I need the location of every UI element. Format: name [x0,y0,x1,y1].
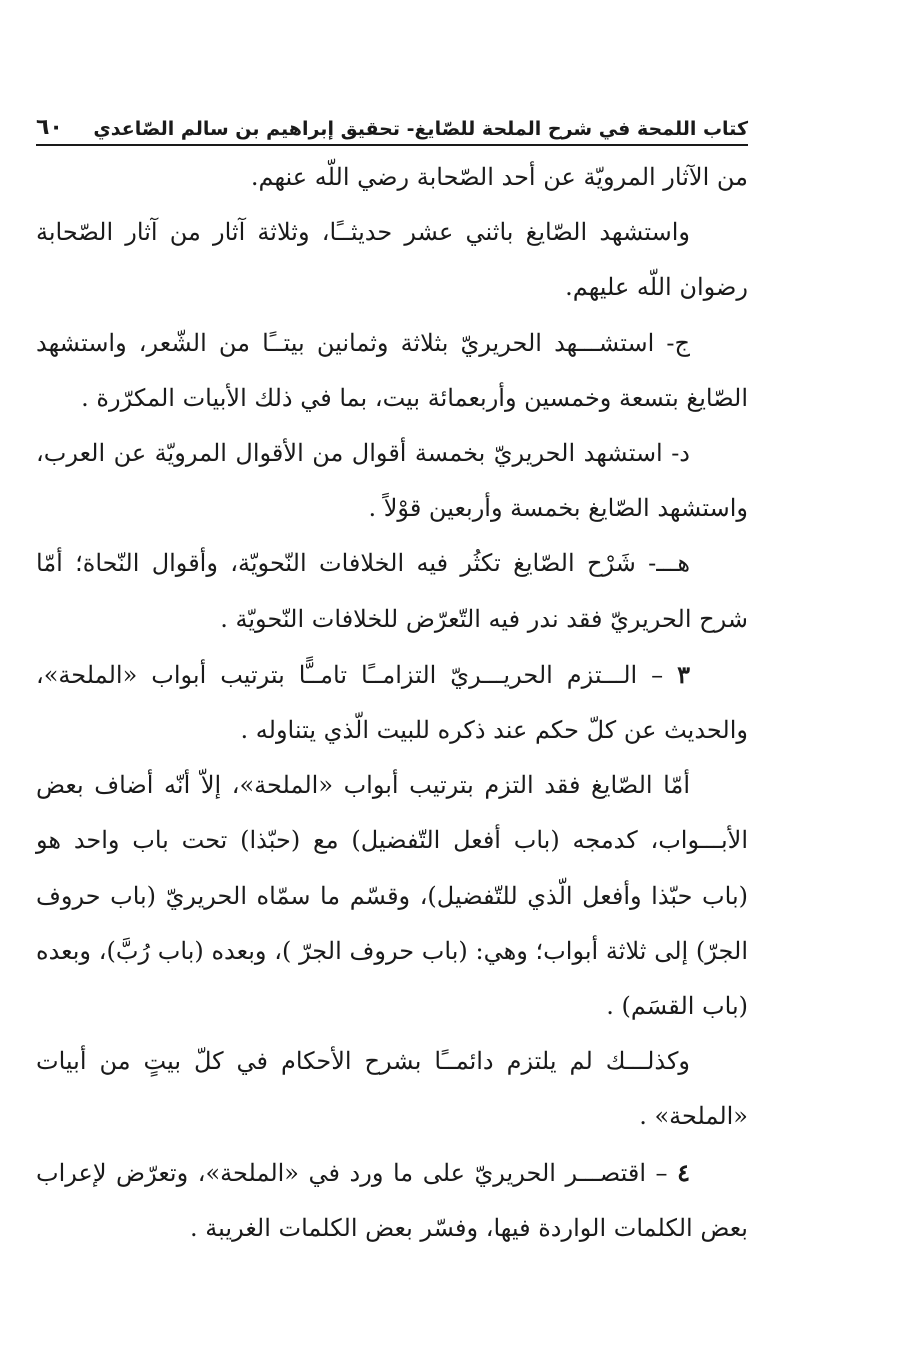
paragraph [36,1034,748,1144]
paragraph [36,316,748,426]
paragraph [36,150,748,205]
paragraph [36,205,748,315]
paragraph-text: وكذلـــك لم يلتزم دائمــًا بشرح الأحكام في كلّ بيتٍ من أبيات «الملحة» . [36,1047,748,1131]
header-title: كتاب اللمحة في شرح الملحة للصّايغ- تحقيق إبراهيم بن سالم الصّاعدي [93,118,748,140]
paragraph-number: ٣ [677,659,690,689]
document-page [36,100,748,1256]
paragraph-text: ج- استشـــهد الحريريّ بثلاثة وثمانين بيتــًا من الشّعر، واستشهد الصّايغ بتسعة وخمسين وأربعمائة بيت، بما في ذلك الأبيات المكرّرة . [36,328,748,412]
paragraph [36,426,748,536]
paragraph-text: هـــ- شَرْح الصّايغ تكثُر فيه الخلافات النّحويّة، وأقوال النّحاة؛ أمّا شرح الحريريّ فقد ندر فيه التّعرّض للخلافات النّحويّة . [36,549,748,633]
paragraph-text: أمّا الصّايغ فقد التزم بترتيب أبواب «الملحة»، إلاّ أنّه أضاف بعض الأبـــواب، كدمجه (باب أفعل التّفضيل) مع (حبّذا) تحت باب واحد هو (باب حبّذا وأفعل الّذي للتّفضيل)، وقسّم ما سمّاه الحريريّ (باب حروف الجرّ) إلى ثلاثة أبواب؛ وهي: (باب حروف الجرّ )، وبعده (باب رُبَّ)، وبعده (باب القسَم) . [36,771,749,1021]
paragraph [36,536,748,646]
paragraph-text: – اقتصـــر الحريريّ على ما ورد في «الملحة»، وتعرّض لإعراب بعض الكلمات الواردة فيها، وفسّر بعض الكلمات الغريبة . [36,1158,748,1242]
paragraph-text: د- استشهد الحريريّ بخمسة أقوال من الأقوال المرويّة عن العرب، واستشهد الصّايغ بخمسة وأربعين قوْلاً . [36,439,748,523]
paragraph [36,647,748,758]
body-text [36,150,748,1256]
paragraph-text: – الـــتزم الحريـــريّ التزامــًا تامــًّا بترتيب أبواب «الملحة»، والحديث عن كلّ حكم عند ذكره للبيت الّذي يتناوله . [36,660,748,745]
paragraph-text: من الآثار المرويّة عن أحد الصّحابة رضي اللّه عنهم. [250,163,748,191]
page-number: ٦٠ [36,115,63,140]
paragraph [36,1145,748,1256]
paragraph [36,758,748,1034]
paragraph-number: ٤ [677,1157,690,1187]
running-header [36,100,748,146]
paragraph-text: واستشهد الصّايغ باثني عشر حديثــًا، وثلاثة آثار من آثار الصّحابة رضوان اللّه عليهم. [36,218,748,302]
